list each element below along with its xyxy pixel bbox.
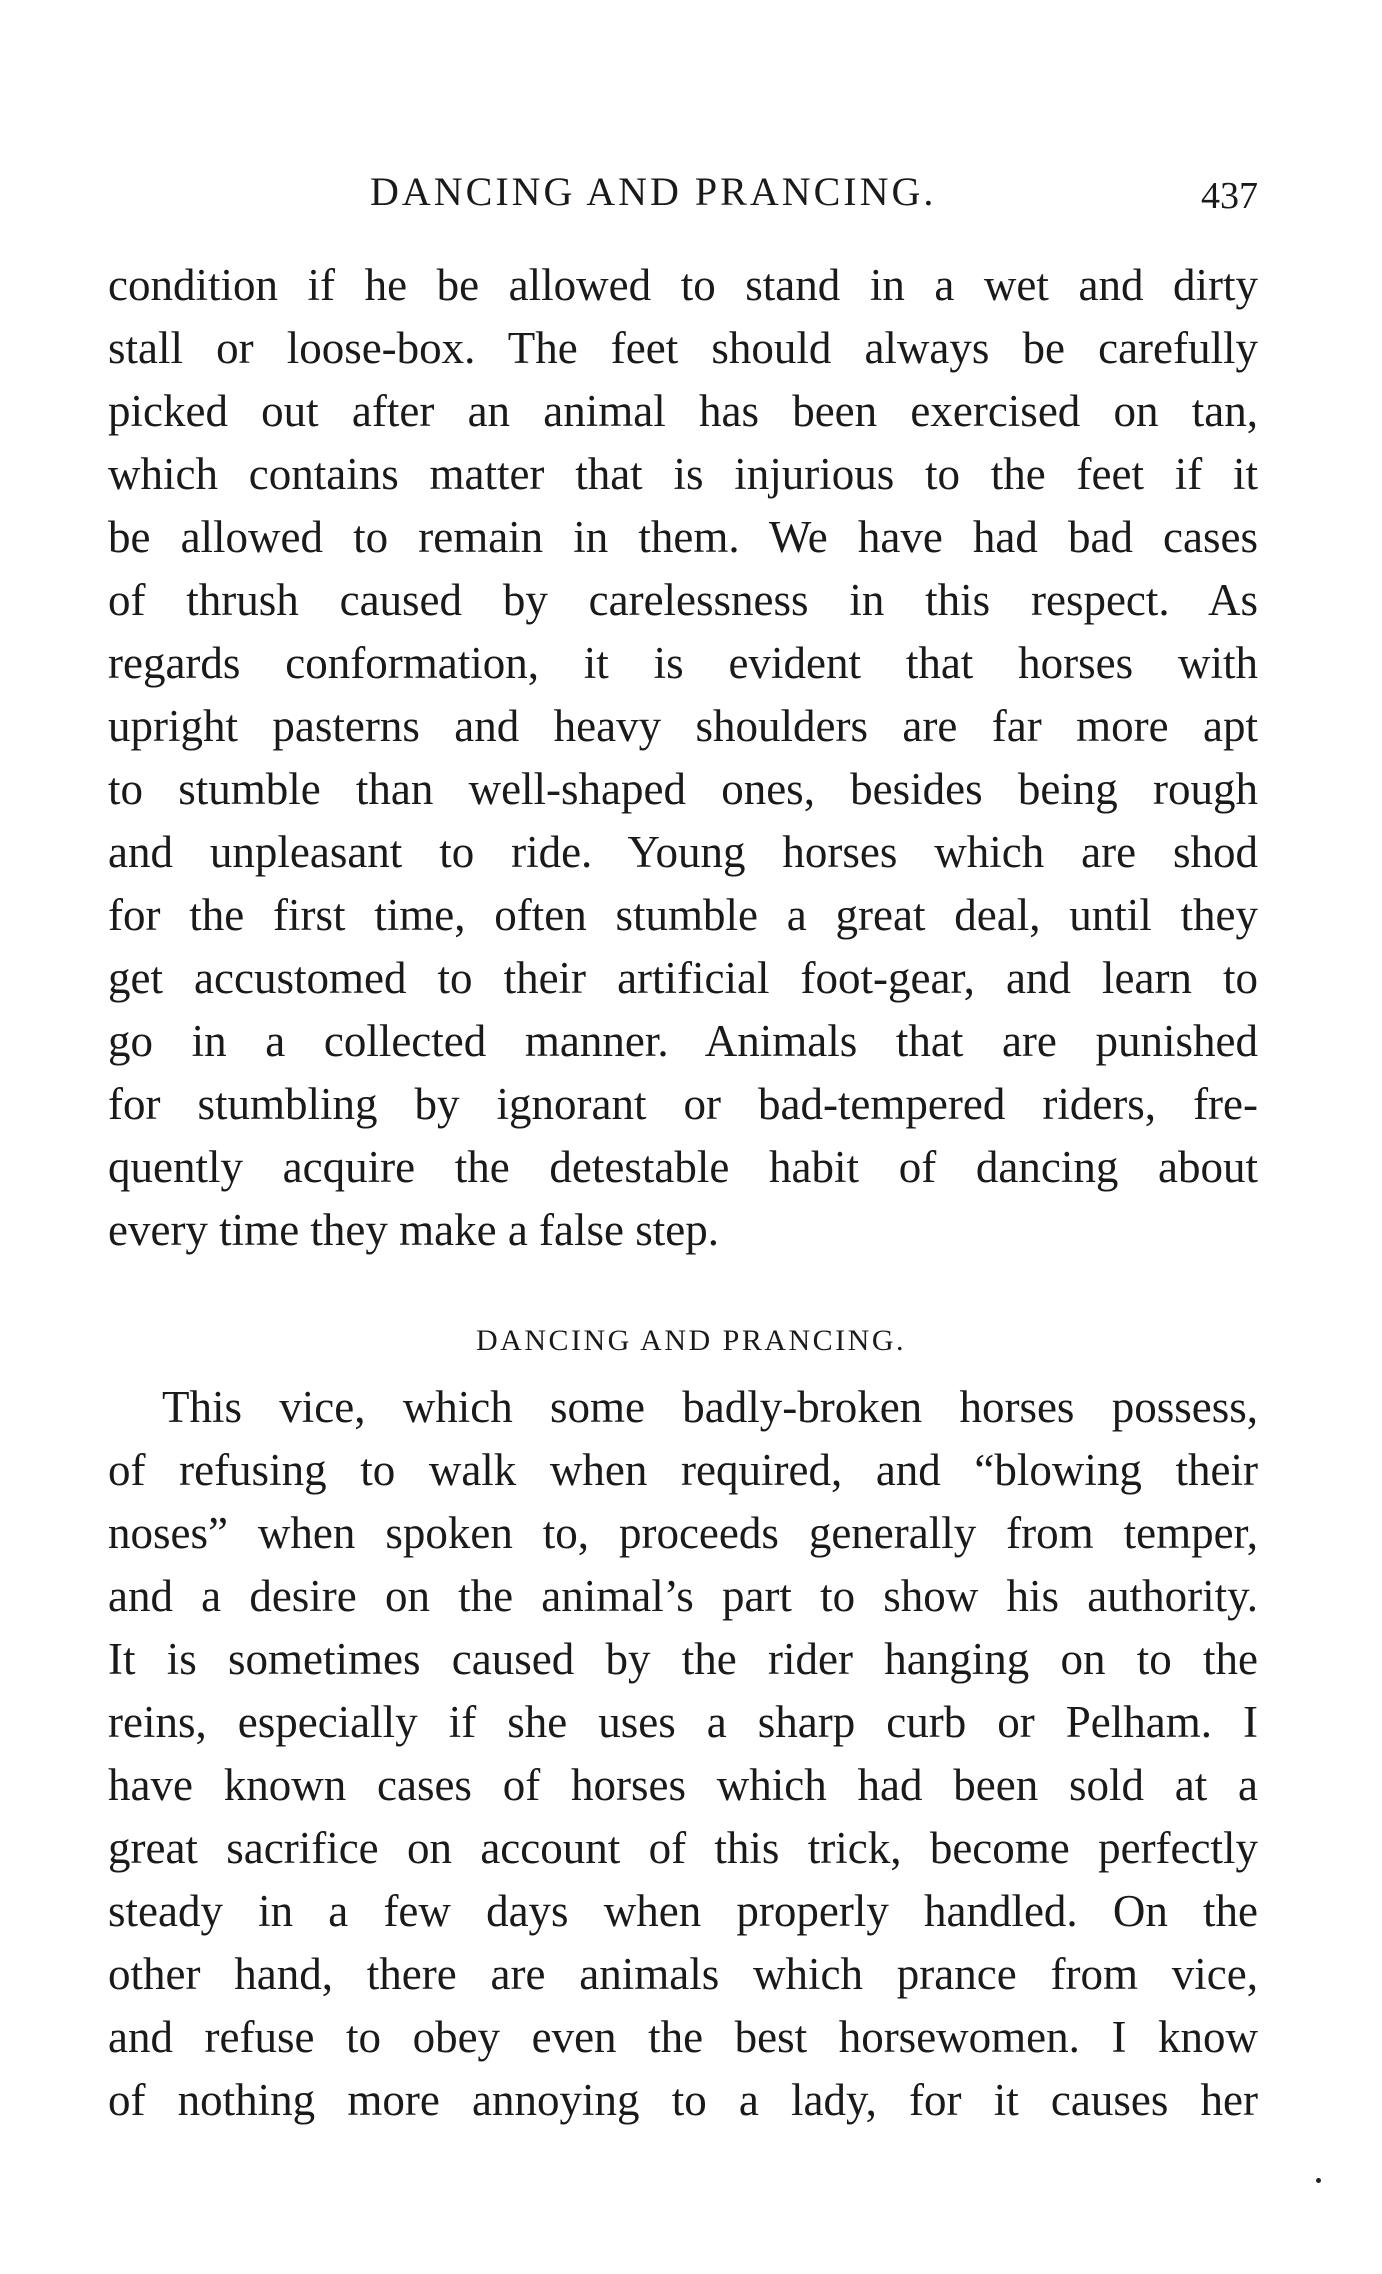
text-line: for the first time, often stumble a great deal, until they	[108, 890, 1258, 940]
text-line: quently acquire the detestable habit of dancing about	[108, 1142, 1258, 1192]
print-speck	[1316, 2178, 1321, 2183]
section-heading: DANCING AND PRANCING.	[475, 1324, 907, 1357]
text-line: and unpleasant to ride. Young horses which are shod	[108, 827, 1258, 877]
text-line: great sacrifice on account of this trick, become perfectly	[108, 1823, 1258, 1873]
text-line: other hand, there are animals which prance from vice,	[108, 1949, 1258, 1999]
text-line: of thrush caused by carelessness in this respect. As	[108, 575, 1258, 625]
text-line: and a desire on the animal’s part to show his authority.	[108, 1571, 1258, 1621]
text-line: which contains matter that is injurious to the feet if it	[108, 449, 1258, 499]
text-line: every time they make a false step.	[108, 1205, 719, 1255]
text-line: It is sometimes caused by the rider hanging on to the	[108, 1634, 1258, 1684]
text-line: picked out after an animal has been exercised on tan,	[108, 386, 1258, 436]
text-line: noses” when spoken to, proceeds generally from temper,	[108, 1508, 1258, 1558]
text-line: to stumble than well-shaped ones, besides being rough	[108, 764, 1258, 814]
text-line: upright pasterns and heavy shoulders are far more apt	[108, 701, 1258, 751]
text-line: steady in a few days when properly handled. On the	[108, 1886, 1258, 1936]
text-line: get accustomed to their artificial foot-gear, and learn to	[108, 953, 1258, 1003]
text-line: stall or loose-box. The feet should always be carefully	[108, 323, 1258, 373]
text-line: condition if he be allowed to stand in a wet and dirty	[108, 260, 1258, 310]
text-line: of refusing to walk when required, and “blowing their	[108, 1445, 1258, 1495]
text-line: for stumbling by ignorant or bad-tempered riders, fre-	[108, 1079, 1258, 1129]
running-head	[108, 168, 1258, 228]
text-line: be allowed to remain in them. We have had bad cases	[108, 512, 1258, 562]
page-number: 437	[1201, 175, 1258, 217]
text-line: and refuse to obey even the best horsewomen. I know	[108, 2012, 1258, 2062]
text-line: go in a collected manner. Animals that are punished	[108, 1016, 1258, 1066]
text-line: have known cases of horses which had been sold at a	[108, 1760, 1258, 1810]
paragraph-dancing-and-prancing	[108, 1376, 1258, 2132]
text-line: regards conformation, it is evident that horses with	[108, 638, 1258, 688]
text-line: This vice, which some badly-broken horses possess,	[162, 1382, 1258, 1432]
paragraph-continued	[108, 254, 1258, 1262]
running-title: DANCING AND PRANCING.	[370, 169, 937, 214]
text-line: reins, especially if she uses a sharp curb or Pelham. I	[108, 1697, 1258, 1747]
text-line: of nothing more annoying to a lady, for it causes her	[108, 2075, 1258, 2125]
